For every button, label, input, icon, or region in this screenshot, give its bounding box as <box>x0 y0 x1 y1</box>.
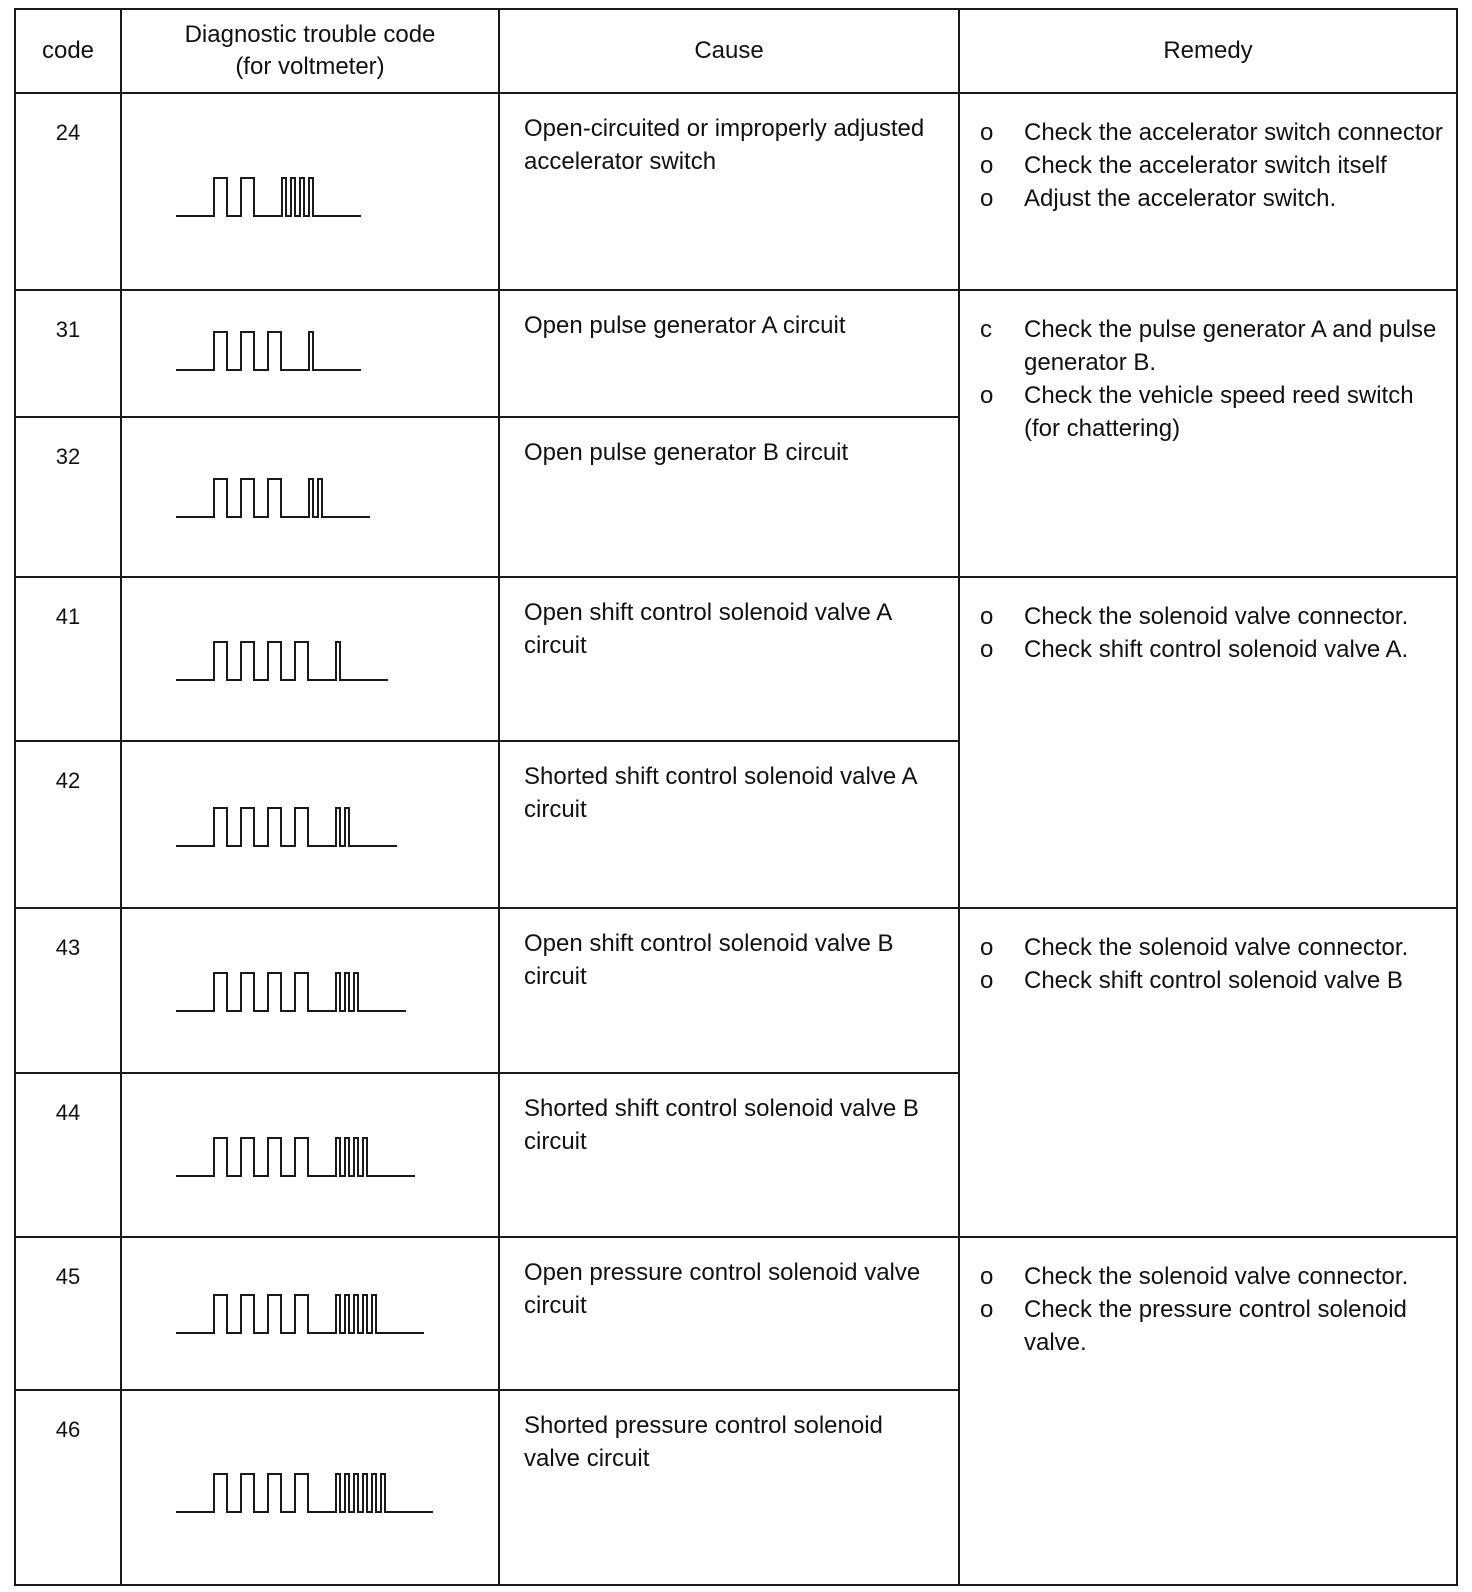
waveform-graphic <box>162 94 482 291</box>
cause-cell: Open-circuited or improperly adjusted accelerator switch <box>499 93 959 290</box>
remedy-item <box>974 379 1446 445</box>
waveform-graphic <box>162 291 482 418</box>
pulse-waveform <box>176 1138 415 1176</box>
remedy-text: Check the solenoid valve connector. <box>1024 603 1409 630</box>
code-value: 44 <box>55 1100 81 1125</box>
header-cause: Cause <box>499 9 959 93</box>
remedy-list <box>974 313 1446 445</box>
header-dtc <box>121 9 499 93</box>
pulse-waveform <box>176 1474 433 1512</box>
remedy-item <box>974 931 1446 964</box>
waveform-cell <box>121 417 499 577</box>
header-dtc-line2: (for voltmeter) <box>235 53 385 80</box>
table-row <box>15 577 1457 741</box>
remedy-text: Check the solenoid valve connector. <box>1024 1263 1409 1290</box>
waveform-graphic <box>162 578 482 742</box>
code-value: 43 <box>55 935 81 960</box>
dtc-table <box>14 8 1458 1586</box>
remedy-text: Adjust the accelerator switch. <box>1024 185 1337 212</box>
cause-cell: Open shift control solenoid valve B circuit <box>499 908 959 1073</box>
bullet-marker: o <box>980 1296 994 1323</box>
cause-cell: Open pulse generator A circuit <box>499 290 959 417</box>
remedy-text: Check the accelerator switch connector <box>1024 119 1443 146</box>
waveform-graphic <box>162 742 482 909</box>
cause-cell: Open pulse generator B circuit <box>499 417 959 577</box>
waveform-cell <box>121 741 499 908</box>
pulse-waveform <box>176 642 388 680</box>
remedy-item <box>974 116 1446 149</box>
pulse-waveform <box>176 1295 424 1333</box>
code-value: 45 <box>55 1264 81 1289</box>
remedy-text: Check the accelerator switch itself <box>1024 152 1387 179</box>
bullet-marker: o <box>980 934 994 961</box>
pulse-waveform <box>176 479 370 517</box>
header-code: code <box>15 9 121 93</box>
waveform-graphic <box>162 1391 482 1586</box>
remedy-item <box>974 1293 1446 1359</box>
cause-cell: Shorted shift control solenoid valve B circuit <box>499 1073 959 1237</box>
code-cell <box>15 1237 121 1390</box>
waveform-cell <box>121 93 499 290</box>
remedy-item <box>974 1260 1446 1293</box>
remedy-text: Check shift control solenoid valve B <box>1024 967 1403 994</box>
remedy-text: Check the vehicle speed reed switch (for chattering) <box>1024 382 1414 442</box>
waveform-cell <box>121 577 499 741</box>
remedy-item <box>974 964 1446 997</box>
code-value: 24 <box>55 120 81 145</box>
bullet-marker: o <box>980 119 994 146</box>
code-value: 46 <box>55 1417 81 1442</box>
code-cell <box>15 741 121 908</box>
remedy-cell <box>959 93 1457 290</box>
cause-cell: Open shift control solenoid valve A circuit <box>499 577 959 741</box>
remedy-list <box>974 600 1446 666</box>
remedy-cell <box>959 577 1457 908</box>
remedy-list <box>974 931 1446 997</box>
waveform-cell <box>121 1390 499 1585</box>
remedy-text: Check the pressure control solenoid valve. <box>1024 1296 1407 1356</box>
bullet-marker: o <box>980 152 994 179</box>
header-row <box>15 9 1457 93</box>
bullet-marker: o <box>980 636 994 663</box>
remedy-cell <box>959 290 1457 577</box>
bullet-marker: o <box>980 382 994 409</box>
code-cell <box>15 93 121 290</box>
remedy-item <box>974 633 1446 666</box>
remedy-list <box>974 116 1446 215</box>
pulse-waveform <box>176 973 406 1011</box>
waveform-graphic <box>162 1238 482 1391</box>
waveform-graphic <box>162 418 482 578</box>
waveform-graphic <box>162 1074 482 1238</box>
remedy-item <box>974 600 1446 633</box>
code-value: 32 <box>55 444 81 469</box>
table-row <box>15 93 1457 290</box>
cause-cell: Open pressure control solenoid valve circuit <box>499 1237 959 1390</box>
table-row <box>15 908 1457 1073</box>
cause-cell: Shorted pressure control solenoid valve circuit <box>499 1390 959 1585</box>
remedy-cell <box>959 908 1457 1237</box>
remedy-cell <box>959 1237 1457 1585</box>
remedy-text: Check shift control solenoid valve A. <box>1024 636 1409 663</box>
remedy-item <box>974 182 1446 215</box>
waveform-cell <box>121 908 499 1073</box>
bullet-marker: o <box>980 967 994 994</box>
header-dtc-line1: Diagnostic trouble code <box>184 21 436 48</box>
waveform-cell <box>121 1073 499 1237</box>
bullet-marker: c <box>980 316 992 343</box>
bullet-marker: o <box>980 185 994 212</box>
table-row <box>15 1237 1457 1390</box>
code-cell <box>15 577 121 741</box>
pulse-waveform <box>176 178 361 216</box>
pulse-waveform <box>176 808 397 846</box>
code-cell <box>15 1390 121 1585</box>
remedy-list <box>974 1260 1446 1359</box>
code-value: 42 <box>55 768 81 793</box>
pulse-waveform <box>176 332 361 370</box>
code-cell <box>15 1073 121 1237</box>
remedy-item <box>974 313 1446 379</box>
remedy-text: Check the solenoid valve connector. <box>1024 934 1409 961</box>
bullet-marker: o <box>980 1263 994 1290</box>
code-cell <box>15 908 121 1073</box>
bullet-marker: o <box>980 603 994 630</box>
code-value: 31 <box>55 317 81 342</box>
remedy-text: Check the pulse generator A and pulse generator B. <box>1024 316 1437 376</box>
header-remedy: Remedy <box>959 9 1457 93</box>
waveform-cell <box>121 290 499 417</box>
code-cell <box>15 417 121 577</box>
waveform-cell <box>121 1237 499 1390</box>
cause-cell: Shorted shift control solenoid valve A circuit <box>499 741 959 908</box>
waveform-graphic <box>162 909 482 1074</box>
code-value: 41 <box>55 604 81 629</box>
table-row <box>15 290 1457 417</box>
remedy-item <box>974 149 1446 182</box>
code-cell <box>15 290 121 417</box>
